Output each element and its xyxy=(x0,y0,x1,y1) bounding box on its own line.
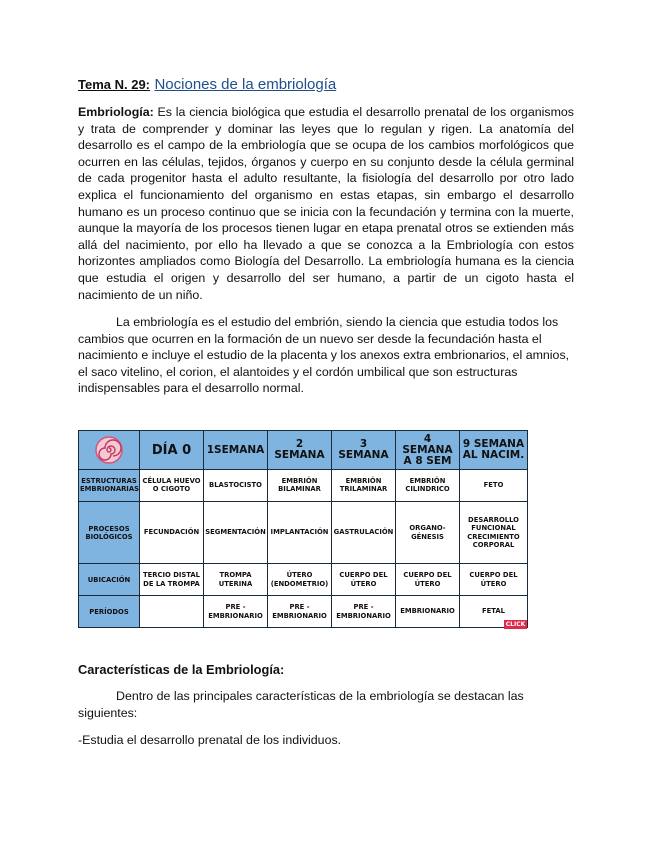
definition-text: Es la ciencia biológica que estudia el desarrollo prenatal de los organismos y trata de comprender y dominar las leyes que lo regulan y rigen. La anatomía del desarrollo es el campo de la embriología que se ocupa de los cambios morfológicos que ocurren en las células, tejidos, órganos y cuerpo en su conjunto desde la célula germinal de cada progenitor hasta el adulto resultante, la fisiología del desarrollo por otro lado explica el funcionamiento del organismo en estas etapas, sin embargo el desarrollo humano es un proceso continuo que se inicia con la fecundación y termina con la muerte, aunque la mayoría de los procesos tienen lugar en etapa prenatal otros se extienden más allá del nacimiento, por ello ha llevado a que se conozca a la Embriología con estos horizontes ampliados como Biología del Desarrollo. La embriología humana es la ciencia que estudia el origen y desarrollo del ser humano, a partir de un cigoto hasta el nacimiento de un niño. xyxy=(78,105,574,302)
row-label: PROCESOS BIOLÓGICOS xyxy=(79,501,140,563)
table-cell xyxy=(140,596,204,628)
table-cell: BLASTOCISTO xyxy=(204,470,268,502)
table-row-processes xyxy=(79,501,528,563)
table-cell: CÉLULA HUEVO O CIGOTO xyxy=(140,470,204,502)
table-corner xyxy=(79,431,140,470)
section-heading: Características de la Embriología: xyxy=(78,662,285,677)
table-cell: CUERPO DEL ÚTERO xyxy=(332,564,396,596)
col-header-week9-birth: 9 SEMANA AL NACIM. xyxy=(460,431,528,470)
table-cell: PRE - EMBRIONARIO xyxy=(204,596,268,628)
table-cell: SEGMENTACIÓN xyxy=(204,501,268,563)
definition-paragraph xyxy=(78,104,574,303)
table-cell: GASTRULACIÓN xyxy=(332,501,396,563)
table-cell: ÚTERO (ENDOMETRIO) xyxy=(268,564,332,596)
table-cell: EMBRIÓN TRILAMINAR xyxy=(332,470,396,502)
table-cell: EMBRIÓN BILAMINAR xyxy=(268,470,332,502)
table-header-row xyxy=(79,431,528,470)
table-cell: EMBRIÓN CILINDRICO xyxy=(396,470,460,502)
row-label: ESTRUCTURAS EMBRIONARIAS xyxy=(79,470,140,502)
embryology-timeline-table xyxy=(78,430,528,628)
embryo-study-paragraph: La embriología es el estudio del embrión, siendo la ciencia que estudia todos los cambios que ocurren en la formación de un nuevo ser desde la fecundación hasta el nacimiento e incluye el estudio de la placenta y los anexos extra embrionarios, el amnios, el saco vitelino, el corion, el alantoides y el cordón umbilical que son estructuras indispensables para el desarrollo normal. xyxy=(78,315,570,396)
table-cell: FETAL xyxy=(460,596,528,628)
section-intro: Dentro de las principales características de la embriología se destacan las siguientes: xyxy=(78,689,524,720)
row-label: PERÍODOS xyxy=(79,596,140,628)
table-cell: PRE - EMBRIONARIO xyxy=(268,596,332,628)
table-row-structures xyxy=(79,470,528,502)
table-cell: IMPLANTACIÓN xyxy=(268,501,332,563)
col-header-week2: 2 SEMANA xyxy=(268,431,332,470)
embryo-spiral-icon xyxy=(94,435,124,465)
table-cell: DESARROLLO FUNCIONAL CRECIMIENTO CORPORAL xyxy=(460,501,528,563)
col-header-week4-8: 4 SEMANA A 8 SEM xyxy=(396,431,460,470)
col-header-week1: 1SEMANA xyxy=(204,431,268,470)
watermark-badge: CLICK xyxy=(505,621,526,628)
table-cell: TERCIO DISTAL DE LA TROMPA xyxy=(140,564,204,596)
topic-title: Nociones de la embriología xyxy=(154,76,337,93)
row-label: UBICACIÓN xyxy=(79,564,140,596)
table-cell: EMBRIONARIO xyxy=(396,596,460,628)
table-row-location xyxy=(79,564,528,596)
table-cell: TROMPA UTERINA xyxy=(204,564,268,596)
table-cell: CUERPO DEL ÚTERO xyxy=(460,564,528,596)
table-cell: FECUNDACIÓN xyxy=(140,501,204,563)
topic-heading xyxy=(78,76,336,94)
table-cell: ORGANO-GÉNESIS xyxy=(396,501,460,563)
table-cell: CUERPO DEL ÚTERO xyxy=(396,564,460,596)
list-item: -Estudia el desarrollo prenatal de los individuos. xyxy=(78,733,342,747)
table-row-periods xyxy=(79,596,528,628)
topic-number: Tema N. 29: xyxy=(78,77,151,92)
col-header-day0: DÍA 0 xyxy=(140,431,204,470)
definition-term: Embriología: xyxy=(78,105,154,119)
table-cell: PRE - EMBRIONARIO xyxy=(332,596,396,628)
col-header-week3: 3 SEMANA xyxy=(332,431,396,470)
table-cell: FETO xyxy=(460,470,528,502)
